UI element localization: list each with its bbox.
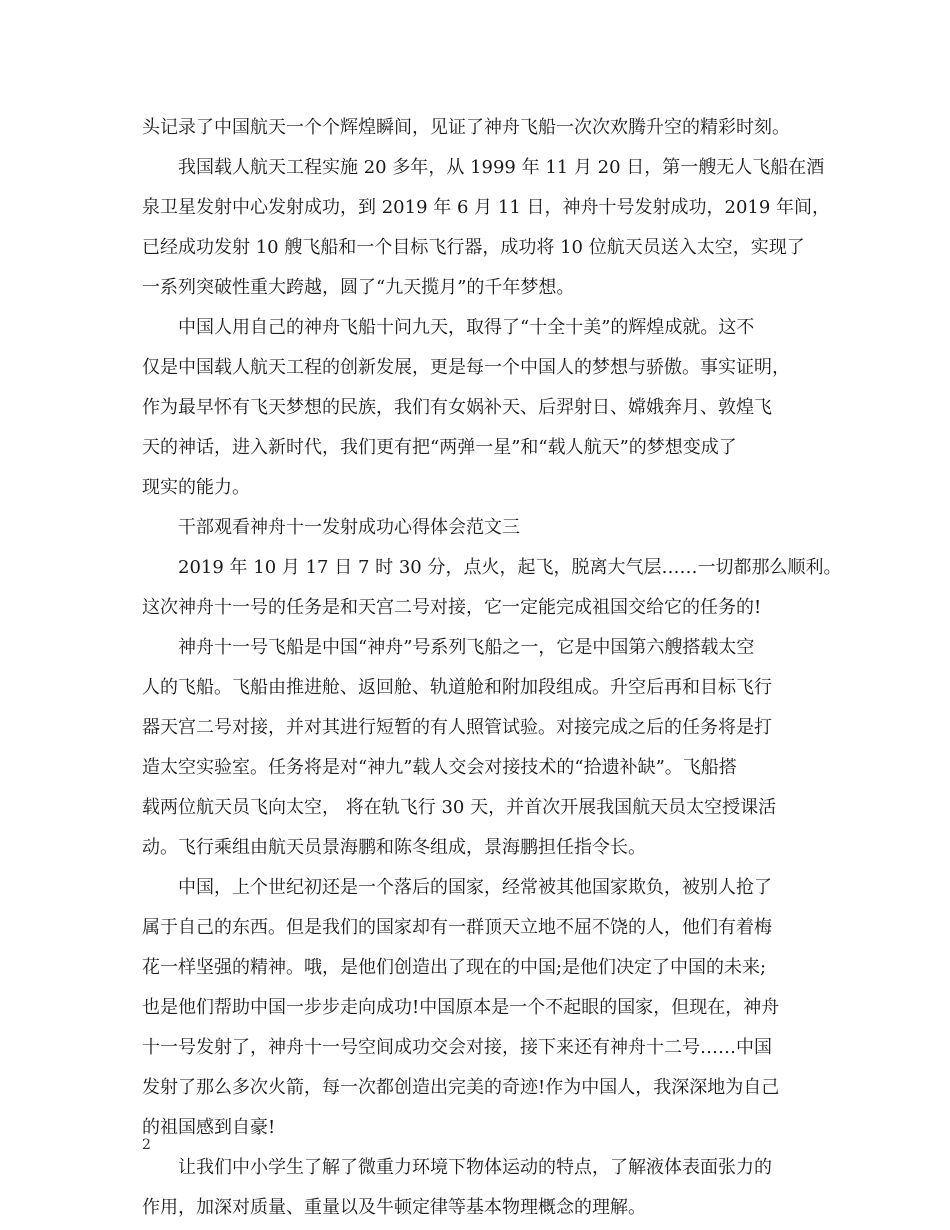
text-line: 神舟十一号飞船是中国“神舟”号系列飞船之一，它是中国第六艘搭载太空 [178, 637, 755, 658]
text-line: 让我们中小学生了解了微重力环境下物体运动的特点，了解液体表面张力的 [178, 1157, 772, 1178]
text-line: 中国人用自己的神舟飞船十问九天，取得了“十全十美”的辉煌成就。这不 [178, 317, 755, 338]
text-line: 天的神话，进入新时代，我们更有把“两弹一星”和“载人航天”的梦想变成了 [142, 437, 737, 458]
text-line: 载两位航天员飞向太空， 将在轨飞行 30 天，并首次开展我国航天员太空授课活 [142, 797, 777, 818]
text-line: 属于自己的东西。但是我们的国家却有一群顶天立地不屈不饶的人，他们有着梅 [142, 917, 772, 938]
text-line: 我国载人航天工程实施 20 多年，从 1999 年 11 月 20 日，第一艘无人飞船在酒 [178, 157, 825, 178]
text-line: 头记录了中国航天一个个辉煌瞬间，见证了神舟飞船一次次欢腾升空的精彩时刻。 [142, 117, 790, 138]
text-line: 中国，上个世纪初还是一个落后的国家，经常被其他国家欺负，被别人抢了 [178, 877, 772, 898]
page-number: 2 [142, 1137, 151, 1153]
text-line: 作用，加深对质量、重量以及牛顿定律等基本物理概念的理解。 [142, 1197, 646, 1218]
text-line: 已经成功发射 10 艘飞船和一个目标飞行器，成功将 10 位航天员送入太空，实现了 [142, 237, 805, 258]
text-line: 2019 年 10 月 17 日 7 时 30 分，点火，起飞，脱离大气层……一切都那么顺利。 [178, 557, 842, 578]
text-line: 十一号发射了，神舟十一号空间成功交会对接，接下来还有神舟十二号……中国 [142, 1037, 772, 1058]
text-line: 花一样坚强的精神。哦，是他们创造出了现在的中国;是他们决定了中国的未来; [142, 957, 767, 978]
text-line: 造太空实验室。任务将是对“神九”载人交会对接技术的“拾遗补缺”。飞船搭 [142, 757, 737, 778]
text-line: 一系列突破性重大跨越，圆了“九天揽月”的千年梦想。 [142, 277, 575, 298]
text-line: 也是他们帮助中国一步步走向成功!中国原本是一个不起眼的国家，但现在，神舟 [142, 997, 780, 1018]
text-line: 的祖国感到自豪! [142, 1117, 276, 1138]
text-line: 器天宫二号对接，并对其进行短暂的有人照管试验。对接完成之后的任务将是打 [142, 717, 772, 738]
text-line: 这次神舟十一号的任务是和天宫二号对接，它一定能完成祖国交给它的任务的! [142, 597, 762, 618]
text-line: 仅是中国载人航天工程的创新发展，更是每一个中国人的梦想与骄傲。事实证明， [142, 357, 790, 378]
section-heading: 干部观看神舟十一发射成功心得体会范文三 [178, 517, 520, 538]
text-line: 现实的能力。 [142, 477, 250, 498]
text-line: 动。飞行乘组由航天员景海鹏和陈冬组成，景海鹏担任指令长。 [142, 837, 646, 858]
text-line: 人的飞船。飞船由推进舱、返回舱、轨道舱和附加段组成。升空后再和目标飞行 [142, 677, 772, 698]
text-line: 作为最早怀有飞天梦想的民族，我们有女娲补天、后羿射日、嫦娥奔月、敦煌飞 [142, 397, 772, 418]
text-line: 发射了那么多次火箭，每一次都创造出完美的奇迹!作为中国人，我深深地为自己 [142, 1077, 780, 1098]
text-line: 泉卫星发射中心发射成功，到 2019 年 6 月 11 日，神舟十号发射成功，2019 年间， [142, 197, 831, 218]
